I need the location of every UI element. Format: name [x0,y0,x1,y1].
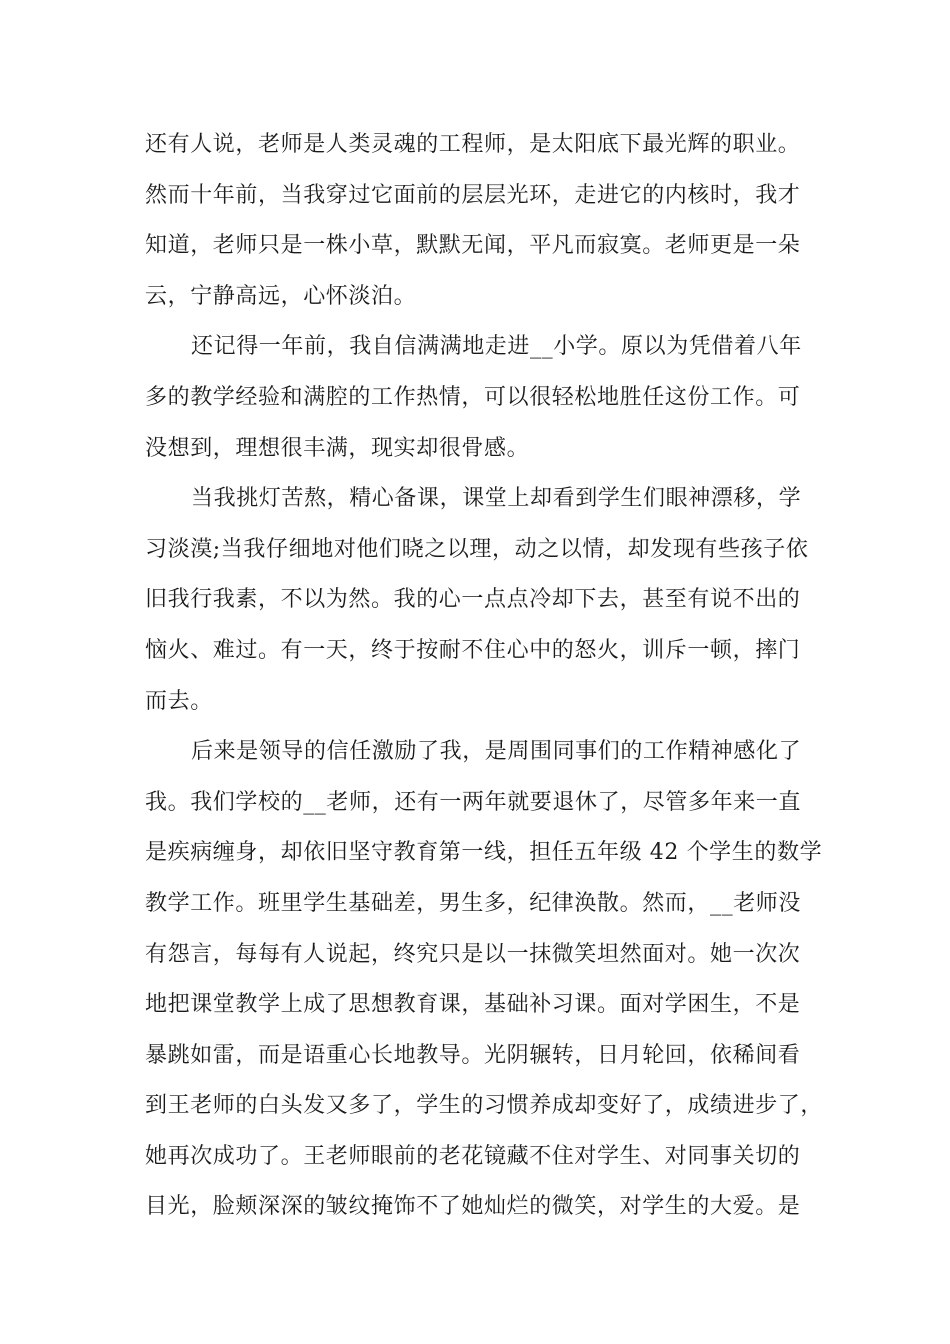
text-line: 然而十年前，当我穿过它面前的层层光环，走进它的内核时，我才 [145,182,801,208]
text-line: 有怨言，每每有人说起，终究只是以一抹微笑坦然面对。她一次次 [145,941,801,967]
text-line: 还记得一年前，我自信满满地走进__小学。原以为凭借着八年 [191,334,802,360]
text-line: 恼火、难过。有一天，终于按耐不住心中的怒火，训斥一顿，摔门 [145,637,801,663]
text-line: 旧我行我素，不以为然。我的心一点点冷却下去，甚至有说不出的 [145,587,801,613]
text-line: 多的教学经验和满腔的工作热情，可以很轻松地胜任这份工作。可 [145,384,801,410]
paragraph-4 [145,727,825,1233]
text-line: 知道，老师只是一株小草，默默无闻，平凡而寂寞。老师更是一朵 [145,233,801,259]
text-line: 云，宁静高远，心怀淡泊。 [145,283,417,309]
text-line: 后来是领导的信任激励了我，是周围同事们的工作精神感化了 [191,739,802,765]
text-line: 目光，脸颊深深的皱纹掩饰不了她灿烂的微笑，对学生的大爱。是 [145,1194,801,1220]
text-line: 还有人说，老师是人类灵魂的工程师，是太阳底下最光辉的职业。 [145,132,801,157]
paragraph-1 [145,120,825,322]
text-line: 她再次成功了。王老师眼前的老花镜藏不住对学生、对同事关切的 [145,1143,801,1169]
text-line: 当我挑灯苦熬，精心备课，课堂上却看到学生们眼神漂移，学 [191,486,802,512]
text-line: 没想到，理想很丰满，现实却很骨感。 [145,435,530,461]
paragraph-3 [145,474,825,727]
text-line: 而去。 [145,688,213,714]
text-line: 是疾病缠身，却依旧坚守教育第一线，担任五年级 42 个学生的数学 [145,840,823,866]
text-line: 习淡漠;当我仔细地对他们晓之以理，动之以情，却发现有些孩子依 [145,536,809,562]
document-body [145,120,825,1233]
text-line: 到王老师的白头发又多了，学生的习惯养成却变好了，成绩进步了， [145,1093,824,1119]
paragraph-2 [145,322,825,474]
text-line: 我。我们学校的__老师，还有一两年就要退休了，尽管多年来一直 [145,789,802,815]
text-line: 地把课堂教学上成了思想教育课，基础补习课。面对学困生，不是 [145,992,801,1018]
text-line: 教学工作。班里学生基础差，男生多，纪律涣散。然而，__老师没 [145,890,802,916]
text-line: 暴跳如雷，而是语重心长地教导。光阴辗转，日月轮回，依稀间看 [145,1042,801,1068]
